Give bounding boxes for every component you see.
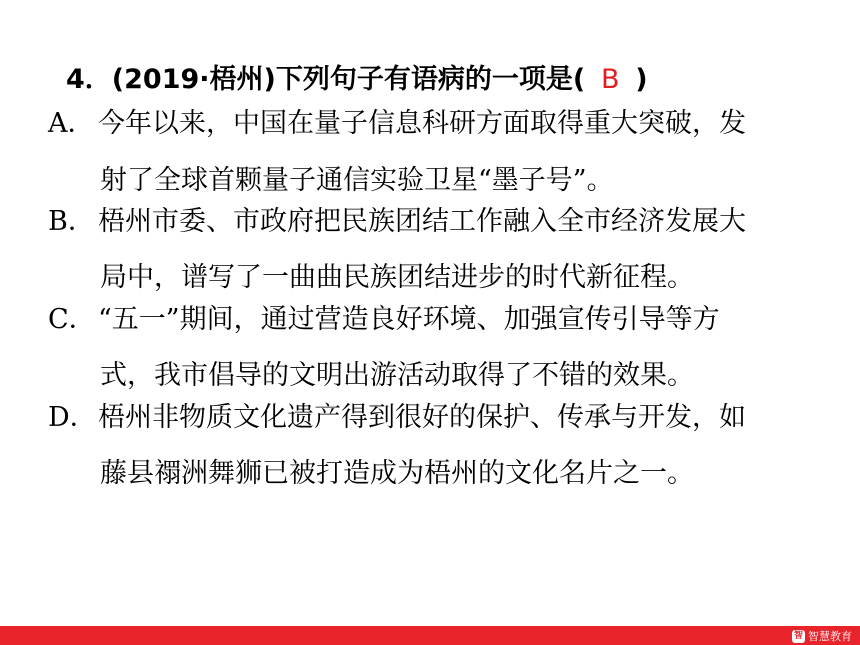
option-a-line1 — [48, 104, 746, 144]
question-stem — [66, 62, 648, 98]
option-d-line1 — [48, 398, 746, 438]
option-d-label: D． — [48, 402, 97, 433]
footer-bar — [0, 626, 860, 645]
question-prefix: 4．(2019·梧州)下列句子有语病的一项是( — [66, 64, 586, 95]
footer-logo — [792, 627, 852, 645]
option-b-line1 — [48, 202, 746, 242]
option-a-text1: 今年以来，中国在量子信息科研方面取得重大突破，发 — [98, 108, 746, 139]
answer-text: B — [600, 64, 620, 95]
option-b-text1: 梧州市委、市政府把民族团结工作融入全市经济发展大 — [98, 206, 746, 237]
option-a-line2: 射了全球首颗量子通信实验卫星“墨子号”。 — [100, 165, 614, 196]
logo-icon: 智 — [793, 630, 803, 641]
option-c-label: C． — [48, 304, 96, 335]
option-b-line2: 局中，谱写了一曲曲民族团结进步的时代新征程。 — [100, 262, 694, 293]
option-d-line2: 藤县禤洲舞狮已被打造成为梧州的文化名片之一。 — [100, 458, 694, 489]
logo-text: 智慧教育 — [808, 630, 852, 643]
option-d-text1: 梧州非物质文化遗产得到很好的保护、传承与开发，如 — [98, 402, 746, 433]
option-a-label: A． — [48, 108, 95, 139]
option-b-label: B． — [48, 206, 95, 237]
question-suffix: ) — [635, 64, 648, 95]
option-c-text1: “五一”期间，通过营造良好环境、加强宣传引导等方 — [98, 304, 720, 335]
option-c-line1 — [48, 300, 720, 340]
option-c-line2: 式，我市倡导的文明出游活动取得了不错的效果。 — [100, 360, 694, 391]
